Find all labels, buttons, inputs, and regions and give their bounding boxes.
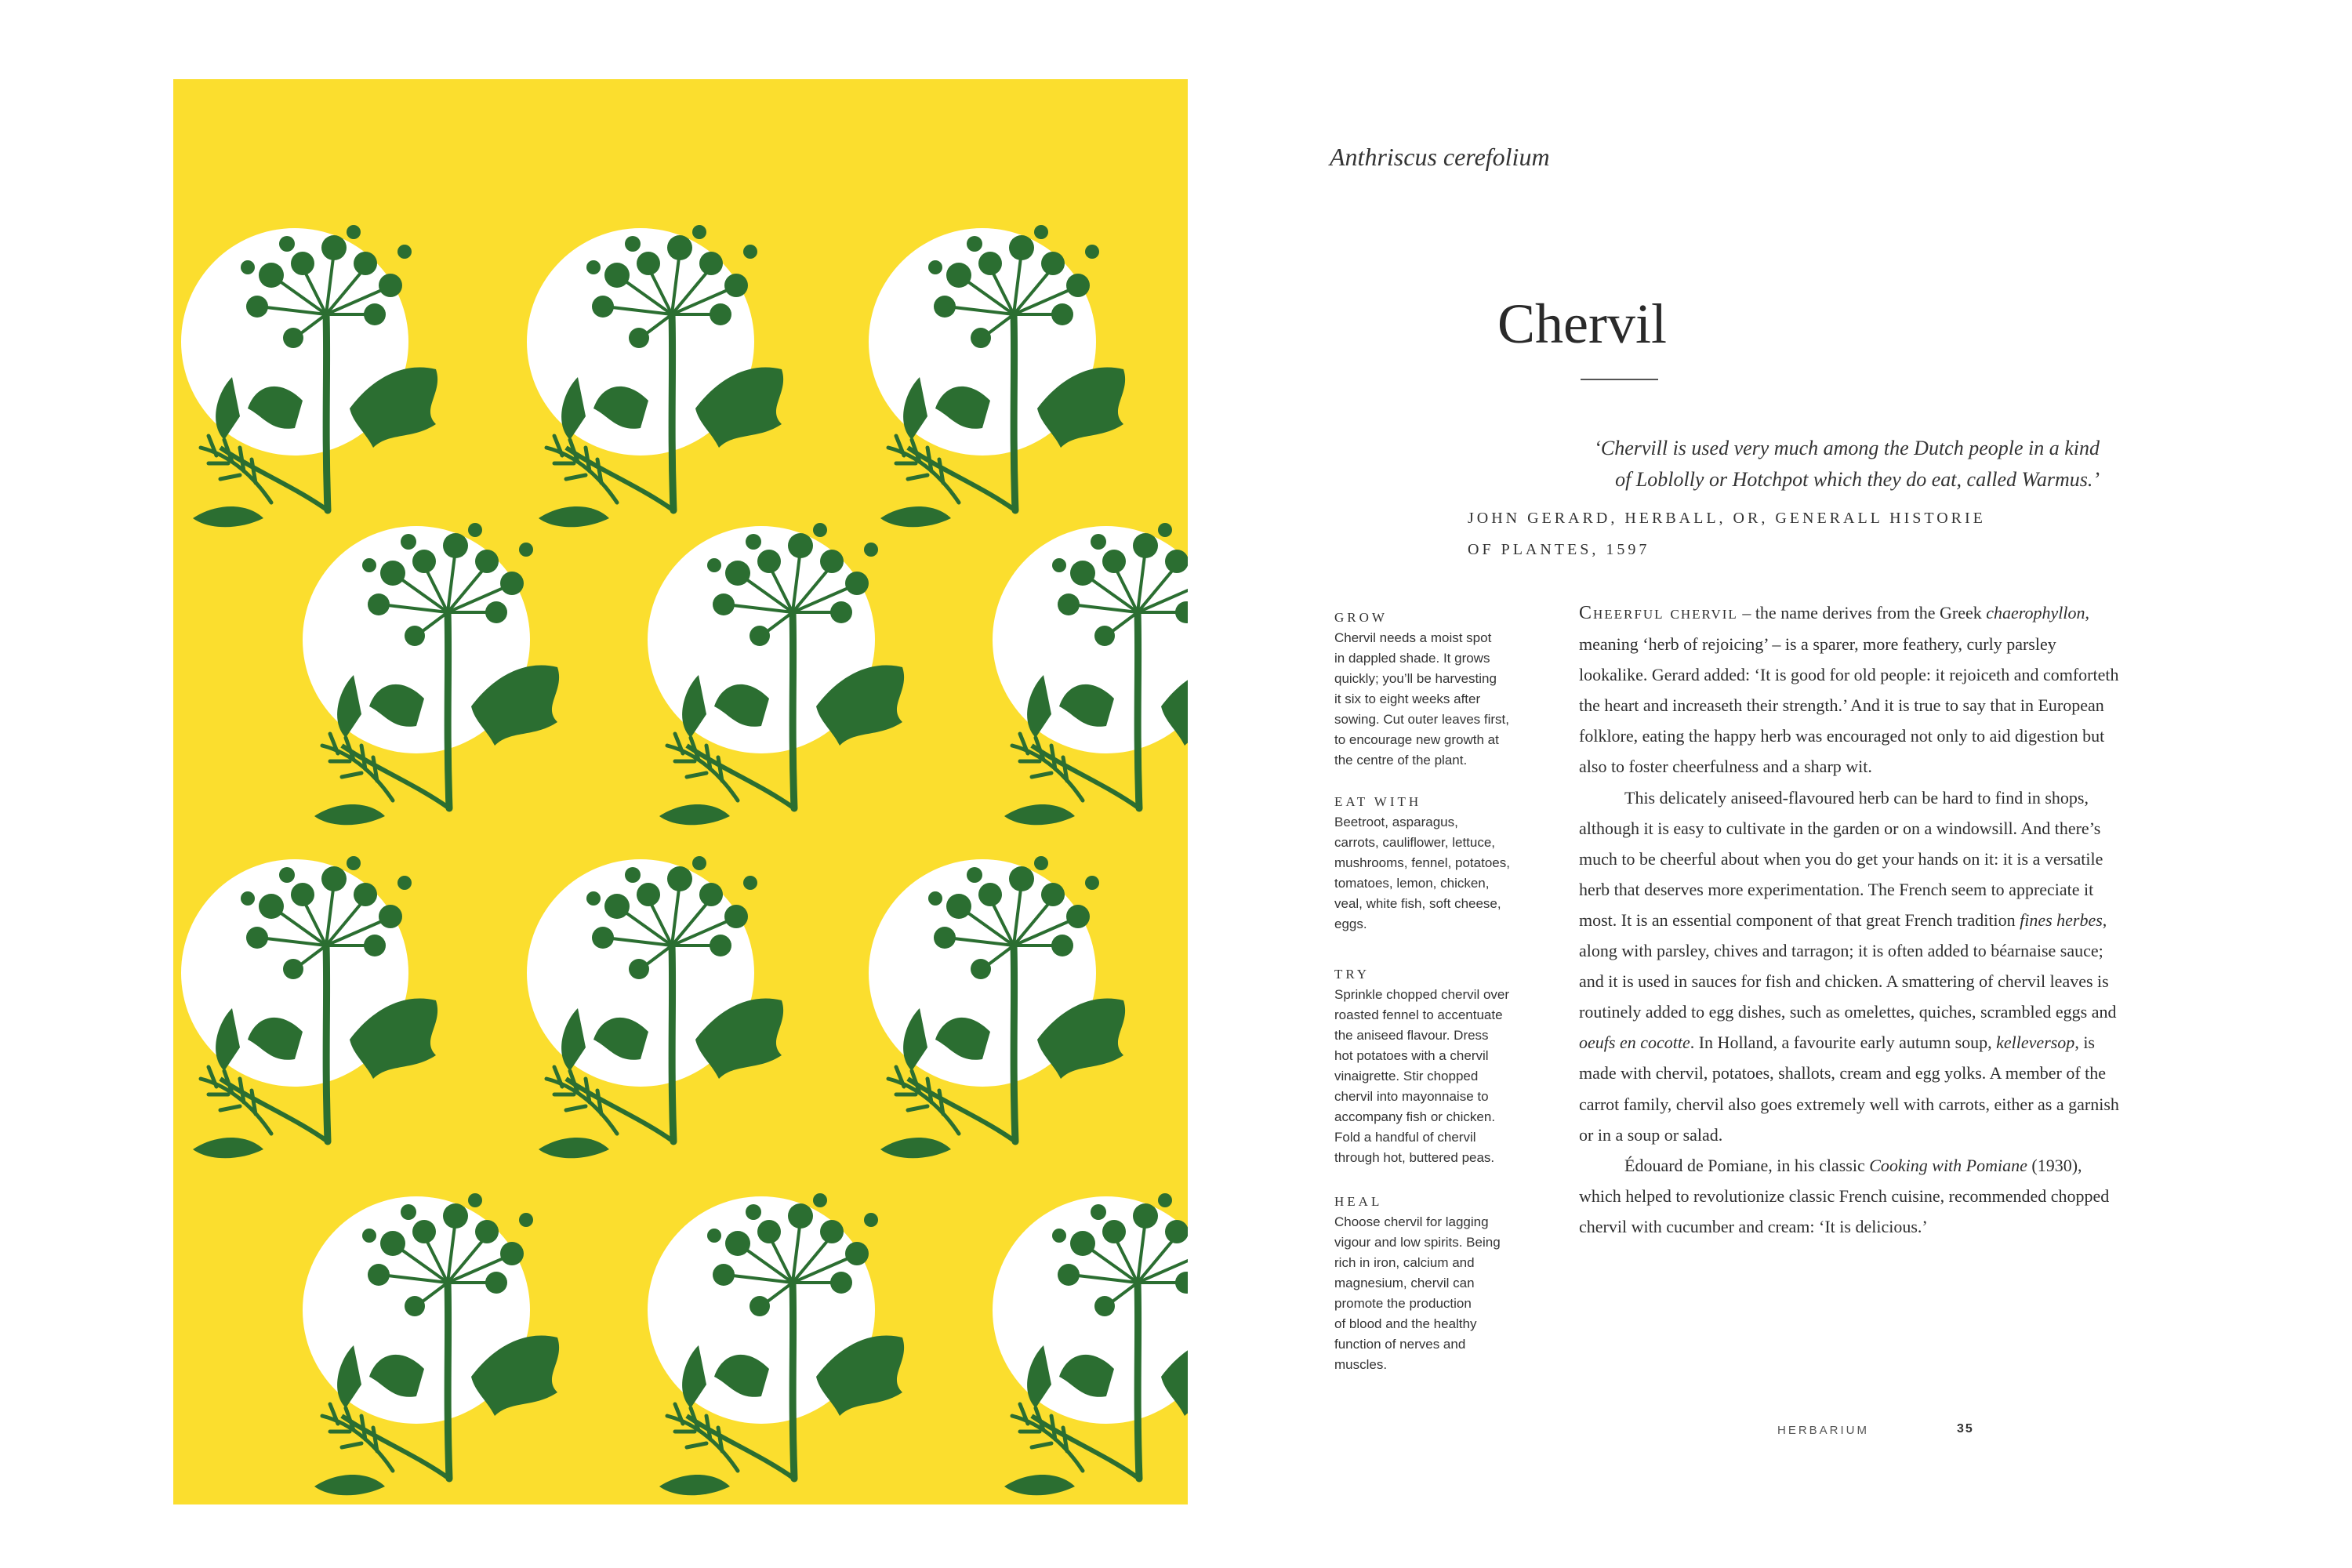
text-run: – the name derives from the Greek (1737, 603, 1987, 622)
italic-term: chaerophyllon (1986, 603, 2085, 622)
sidebar-text: Sprinkle chopped chervil over roasted fennel to accentuate the aniseed flavour. Dress hot potatoes with a chervil vinaigrette. Stir chopped chervil into mayonnaise to accompany fish or chicken. Fold a handful of chervil through hot, buttered peas. (1334, 987, 1510, 1165)
pattern-canvas (173, 79, 1188, 1504)
italic-term: fines herbes (2020, 909, 2103, 930)
latin-name: Anthriscus cerefolium (1330, 143, 1550, 171)
epigraph-quote: ‘Chervill is used very much among the Dutch people in a kind of Loblolly or Hotchpot which they do eat, called Warmus.’ (1594, 437, 2100, 491)
epigraph-source: JOHN GERARD, HERBALL, OR, GENERALL HISTORIE OF PLANTES, 1597 (1468, 510, 1986, 558)
book-title: Cooking with Pomiane (1869, 1155, 2027, 1175)
sidebar-heading: HEAL (1334, 1194, 1383, 1209)
page-title: Chervil (1497, 292, 1667, 355)
text-run: , along with parsley, chives and tarragon; it is often added to béarnaise sauce; and it is used in sauces for fish and chicken. A smattering of chervil leaves is routinely added to egg dishes, such as omelettes, quiches, scrambled eggs and (1579, 909, 2117, 1022)
text-run: Édouard de Pomiane, in his classic (1624, 1155, 1870, 1175)
sidebar-text: Beetroot, asparagus, carrots, cauliflower, lettuce, mushrooms, fennel, potatoes, tomatoes, lemon, chicken, veal, white fish, soft cheese, eggs. (1334, 815, 1510, 931)
sidebar-heal (1334, 1192, 1546, 1375)
text-run: (1930), which helped to revolutionize classic French cuisine, recommended chopped chervil with cucumber and cream: ‘It is delicious.’ (1579, 1155, 2110, 1236)
text-run: . In Holland, a favourite early autumn soup, (1690, 1033, 1997, 1053)
page-number: 35 (1957, 1422, 1974, 1436)
sidebar-text: Choose chervil for lagging vigour and low spirits. Being rich in iron, calcium and magnesium, chervil can promote the production of blood and the healthy function of nerves and muscles. (1334, 1214, 1501, 1372)
title-divider (1581, 379, 1658, 380)
text-page (1207, 0, 2352, 1568)
sidebar-text: Chervil needs a moist spot in dappled shade. It grows quickly; you’ll be harvesting it six to eight weeks after sowing. Cut outer leaves first, to encourage new growth at the centre of the plant. (1334, 630, 1509, 768)
paragraph (1579, 1150, 2128, 1242)
paragraph (1579, 782, 2128, 1150)
italic-term: oeufs en cocotte (1579, 1033, 1690, 1053)
sidebar-heading: EAT WITH (1334, 794, 1422, 809)
body-text (1579, 597, 2128, 1242)
running-head: HERBARIUM (1777, 1424, 1870, 1437)
sidebar-eat-with (1334, 792, 1546, 935)
sidebar-try (1334, 964, 1546, 1168)
sidebar-grow (1334, 608, 1546, 771)
text-run: , meaning ‘herb of rejoicing’ – is a sparer, more feathery, curly parsley lookalike. Gerard added: ‘It is good for old people: it rejoiceth and comforteth the heart and increaseth their strength.’ And it is true to say that in European folklore, eating the happy herb was encouraged not only to aid digestion but also to foster cheerfulness and a sharp wit. (1579, 603, 2119, 777)
italic-term: kelleversop (1996, 1033, 2075, 1053)
sidebar-heading: TRY (1334, 967, 1370, 982)
sidebar-heading: GROW (1334, 610, 1388, 625)
lead-in: Cheerful chervil (1579, 603, 1738, 623)
paragraph (1579, 597, 2128, 782)
text-run: This delicately aniseed-flavoured herb can be hard to find in shops, although it is easy to cultivate in the garden or on a windowsill. And there’s much to be cheerful about when you do get your hands on it: it is a versatile herb that deserves more experimentation. The French seem to appreciate it most. It is an essential component of that great French tradition (1579, 787, 2103, 930)
chervil-pattern-illustration (173, 79, 1188, 1504)
text-run: , is made with chervil, potatoes, shallots, cream and egg yolks. A member of the carrot family, chervil also goes extremely well with carrots, either as a garnish or in a soup or salad. (1579, 1033, 2119, 1145)
